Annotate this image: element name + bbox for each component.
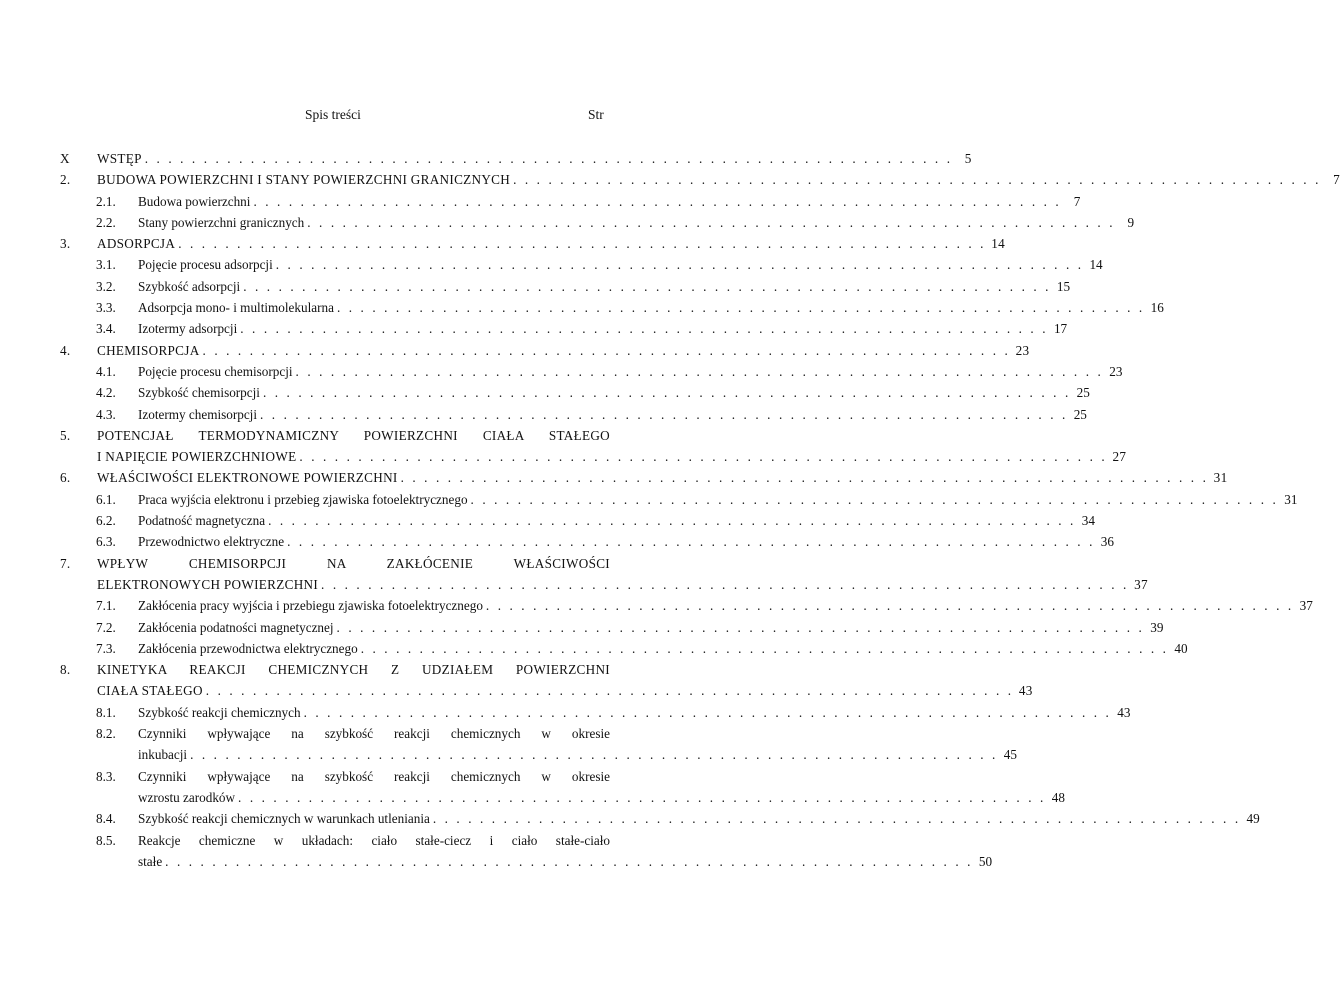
entry-title: Izotermy chemisorpcji <box>138 406 258 422</box>
entry-page-number: 49 <box>1246 811 1260 827</box>
toc-chapter <box>60 148 972 169</box>
entry-page-number: 5 <box>964 151 972 166</box>
dot-leader: . . . . . . . . . . . . . . . . . . . . . . . . . . . . . . . . . . . . . . . . . . . . . . . . . . . . . . . . . . . . . . . . . . . . . <box>400 470 1209 486</box>
entry-page-number: 43 <box>1018 683 1033 699</box>
toc-section <box>60 766 1065 809</box>
entry-number: 2.2. <box>96 214 116 230</box>
entry-number: 4. <box>60 342 71 358</box>
entry-number: 8.3. <box>96 768 116 784</box>
toc-section <box>60 830 993 873</box>
entry-page-number: 14 <box>1089 257 1103 273</box>
entry-title: WŁAŚCIWOŚCI ELEKTRONOWE POWIERZCHNI <box>97 470 398 486</box>
dot-leader: . . . . . . . . . . . . . . . . . . . . . . . . . . . . . . . . . . . . . . . . . . . . . . . . . . . . . . . . . . . . . . . . . . . . . <box>268 513 1076 529</box>
dot-leader: . . . . . . . . . . . . . . . . . . . . . . . . . . . . . . . . . . . . . . . . . . . . . . . . . . . . . . . . . . . . . . . . . . . . . <box>299 449 1108 465</box>
toc-section <box>60 297 1164 318</box>
toc-section <box>60 489 1298 510</box>
entry-title: Praca wyjścia elektronu i przebieg zjawiska fotoelektrycznego <box>138 491 468 507</box>
entry-number: 7.2. <box>96 619 116 635</box>
entry-number: 8.1. <box>96 704 116 720</box>
toc-section <box>60 254 1103 275</box>
entry-page-number: 15 <box>1056 278 1071 294</box>
entry-number: 3.2. <box>96 278 116 294</box>
entry-page-number: 39 <box>1150 619 1164 635</box>
entry-page-number: 7 <box>1333 172 1340 188</box>
dot-leader: . . . . . . . . . . . . . . . . . . . . . . . . . . . . . . . . . . . . . . . . . . . . . . . . . . . . . . . . . . . . . . . . . . . . . <box>202 342 1011 358</box>
entry-title: Podatność magnetyczna <box>138 513 266 529</box>
toc-chapter <box>60 467 1228 488</box>
dot-leader: . . . . . . . . . . . . . . . . . . . . . . . . . . . . . . . . . . . . . . . . . . . . . . . . . . . . . . . . . . . . . . . . . . . . . <box>262 385 1071 401</box>
entry-title: ELEKTRONOWYCH POWIERZCHNI <box>97 576 319 592</box>
entry-title: CHEMISORPCJA <box>97 342 200 358</box>
entry-number: 6.2. <box>96 513 116 529</box>
toc-section <box>60 276 1071 297</box>
dot-leader: . . . . . . . . . . . . . . . . . . . . . . . . . . . . . . . . . . . . . . . . . . . . . . . . . . . . . . . . . . . . . . . . . . . . . <box>240 321 1049 337</box>
entry-page-number: 25 <box>1076 385 1090 401</box>
toc-chapter <box>60 553 1148 596</box>
entry-number: 4.2. <box>96 385 116 401</box>
entry-number: 3.1. <box>96 257 116 273</box>
entry-page-number: 40 <box>1174 640 1188 656</box>
entry-number: 3. <box>60 236 71 252</box>
entry-title: Budowa powierzchni <box>138 193 251 209</box>
toc-section <box>60 638 1188 659</box>
dot-leader: . . . . . . . . . . . . . . . . . . . . . . . . . . . . . . . . . . . . . . . . . . . . . . . . . . . . . . . . . . . . . . . . . . . . . <box>165 853 974 869</box>
entry-number: 7.3. <box>96 640 116 656</box>
entry-title: Zakłócenia podatności magnetycznej <box>138 619 334 635</box>
entry-number: 8.5. <box>96 832 116 848</box>
entry-number: 2. <box>60 172 71 188</box>
toc-section <box>60 510 1095 531</box>
entry-page-number: 31 <box>1284 491 1298 507</box>
entry-number: 3.4. <box>96 321 116 337</box>
entry-title-line1: POTENCJAŁ TERMODYNAMICZNY POWIERZCHNI CIAŁA STAŁEGO <box>97 427 610 443</box>
dot-leader: . . . . . . . . . . . . . . . . . . . . . . . . . . . . . . . . . . . . . . . . . . . . . . . . . . . . . . . . . . . . . . . . . . . . . <box>470 491 1279 507</box>
entry-page-number: 43 <box>1117 704 1131 720</box>
entry-page-number: 27 <box>1112 449 1127 465</box>
toc-section <box>60 191 1081 212</box>
dot-leader: . . . . . . . . . . . . . . . . . . . . . . . . . . . . . . . . . . . . . . . . . . . . . . . . . . . . . . . . . . . . . . . . . . . . . <box>205 683 1014 699</box>
dot-leader: . . . . . . . . . . . . . . . . . . . . . . . . . . . . . . . . . . . . . . . . . . . . . . . . . . . . . . . . . . . . . . . . . . . . . <box>485 598 1294 614</box>
entry-page-number: 23 <box>1109 363 1123 379</box>
entry-page-number: 37 <box>1299 598 1313 614</box>
entry-title: Pojęcie procesu chemisorpcji <box>138 363 293 379</box>
toc-chapter <box>60 340 1030 361</box>
toc-section <box>60 404 1087 425</box>
entry-page-number: 45 <box>1003 747 1017 763</box>
dot-leader: . . . . . . . . . . . . . . . . . . . . . . . . . . . . . . . . . . . . . . . . . . . . . . . . . . . . . . . . . . . . . . . . . . . . . <box>238 789 1046 805</box>
page-header <box>0 107 690 127</box>
dot-leader: . . . . . . . . . . . . . . . . . . . . . . . . . . . . . . . . . . . . . . . . . . . . . . . . . . . . . . . . . . . . . . . . . . . . . <box>321 576 1129 592</box>
dot-leader: . . . . . . . . . . . . . . . . . . . . . . . . . . . . . . . . . . . . . . . . . . . . . . . . . . . . . . . . . . . . . . . . . . . . . <box>287 534 1095 550</box>
entry-title: stałe <box>138 853 163 869</box>
dot-leader: . . . . . . . . . . . . . . . . . . . . . . . . . . . . . . . . . . . . . . . . . . . . . . . . . . . . . . . . . . . . . . . . . . . . . <box>295 363 1104 379</box>
entry-number: 8.2. <box>96 726 116 742</box>
entry-page-number: 17 <box>1053 321 1068 337</box>
entry-title: ADSORPCJA <box>97 236 176 252</box>
entry-page-number: 23 <box>1015 342 1030 358</box>
toc-section <box>60 361 1123 382</box>
toc-section <box>60 382 1090 403</box>
dot-leader: . . . . . . . . . . . . . . . . . . . . . . . . . . . . . . . . . . . . . . . . . . . . . . . . . . . . . . . . . . . . . . . . . . . . . <box>178 236 987 252</box>
entry-title: Izotermy adsorpcji <box>138 321 238 337</box>
page-title: Spis treści <box>305 107 361 122</box>
toc-chapter <box>60 659 1033 702</box>
dot-leader: . . . . . . . . . . . . . . . . . . . . . . . . . . . . . . . . . . . . . . . . . . . . . . . . . . . . . . . . . . . . . . . . . . . . . <box>336 300 1145 316</box>
entry-number: 2.1. <box>96 193 116 209</box>
entry-title: inkubacji <box>138 747 188 763</box>
entry-number: 7. <box>60 555 71 571</box>
toc-section <box>60 808 1260 829</box>
entry-title: wzrostu zarodków <box>138 789 236 805</box>
entry-title: Szybkość adsorpcji <box>138 278 241 294</box>
entry-page-number: 25 <box>1073 406 1087 422</box>
dot-leader: . . . . . . . . . . . . . . . . . . . . . . . . . . . . . . . . . . . . . . . . . . . . . . . . . . . . . . . . . . . . . . . . . . . . . <box>307 214 1116 230</box>
table-of-contents <box>60 148 1340 872</box>
entry-number: 6.3. <box>96 534 116 550</box>
entry-page-number: 31 <box>1213 470 1228 486</box>
dot-leader: . . . . . . . . . . . . . . . . . . . . . . . . . . . . . . . . . . . . . . . . . . . . . . . . . . . . . . . . . . . . . . . . . . . . . <box>144 151 953 166</box>
dot-leader: . . . . . . . . . . . . . . . . . . . . . . . . . . . . . . . . . . . . . . . . . . . . . . . . . . . . . . . . . . . . . . . . . . . . . <box>432 811 1241 827</box>
dot-leader: . . . . . . . . . . . . . . . . . . . . . . . . . . . . . . . . . . . . . . . . . . . . . . . . . . . . . . . . . . . . . . . . . . . . . <box>243 278 1052 294</box>
entry-page-number: 14 <box>991 236 1006 252</box>
entry-title: Szybkość reakcji chemicznych <box>138 704 301 720</box>
entry-title: Zakłócenia pracy wyjścia i przebiegu zjawiska fotoelektrycznego <box>138 598 483 614</box>
entry-number: 8. <box>60 662 71 678</box>
toc-section <box>60 318 1068 339</box>
toc-chapter <box>60 425 1127 468</box>
entry-number: 3.3. <box>96 300 116 316</box>
toc-chapter <box>60 233 1006 254</box>
entry-title-line1: WPŁYW CHEMISORPCJI NA ZAKŁÓCENIE WŁAŚCIWOŚCI <box>97 555 610 571</box>
dot-leader: . . . . . . . . . . . . . . . . . . . . . . . . . . . . . . . . . . . . . . . . . . . . . . . . . . . . . . . . . . . . . . . . . . . . . <box>360 640 1169 656</box>
entry-title: Szybkość chemisorpcji <box>138 385 260 401</box>
entry-title: I NAPIĘCIE POWIERZCHNIOWE <box>97 449 297 465</box>
entry-number: 6.1. <box>96 491 116 507</box>
entry-page-number: 34 <box>1081 513 1095 529</box>
entry-page-number: 9 <box>1127 214 1135 230</box>
entry-number: X <box>60 151 70 166</box>
entry-title: Zakłócenia przewodnictwa elektrycznego <box>138 640 358 656</box>
toc-section <box>60 723 1017 766</box>
toc-chapter <box>60 169 1340 190</box>
entry-title: Pojęcie procesu adsorpcji <box>138 257 273 273</box>
toc-section <box>60 617 1164 638</box>
entry-title: CIAŁA STAŁEGO <box>97 683 203 699</box>
entry-title-line1: KINETYKA REAKCJI CHEMICZNYCH Z UDZIAŁEM POWIERZCHNI <box>97 662 610 678</box>
entry-title-line1: Czynniki wpływające na szybkość reakcji chemicznych w okresie <box>138 726 610 742</box>
entry-number: 4.3. <box>96 406 116 422</box>
entry-number: 8.4. <box>96 811 116 827</box>
dot-leader: . . . . . . . . . . . . . . . . . . . . . . . . . . . . . . . . . . . . . . . . . . . . . . . . . . . . . . . . . . . . . . . . . . . . . <box>303 704 1112 720</box>
entry-title: WSTĘP <box>97 151 142 166</box>
entry-page-number: 50 <box>978 853 993 869</box>
entry-title: Adsorpcja mono- i multimolekularna <box>138 300 334 316</box>
toc-section <box>60 531 1114 552</box>
dot-leader: . . . . . . . . . . . . . . . . . . . . . . . . . . . . . . . . . . . . . . . . . . . . . . . . . . . . . . . . . . . . . . . . . . . . . <box>336 619 1145 635</box>
entry-number: 4.1. <box>96 363 116 379</box>
entry-page-number: 16 <box>1150 300 1164 316</box>
entry-title-line1: Reakcje chemiczne w układach: ciało stałe-ciecz i ciało stałe-ciało <box>138 832 610 848</box>
dot-leader: . . . . . . . . . . . . . . . . . . . . . . . . . . . . . . . . . . . . . . . . . . . . . . . . . . . . . . . . . . . . . . . . . . . . . <box>190 747 998 763</box>
toc-section <box>60 595 1313 616</box>
dot-leader: . . . . . . . . . . . . . . . . . . . . . . . . . . . . . . . . . . . . . . . . . . . . . . . . . . . . . . . . . . . . . . . . . . . . . <box>253 193 1062 209</box>
dot-leader: . . . . . . . . . . . . . . . . . . . . . . . . . . . . . . . . . . . . . . . . . . . . . . . . . . . . . . . . . . . . . . . . . . . . . <box>513 172 1321 188</box>
toc-section <box>60 212 1135 233</box>
entry-title: BUDOWA POWIERZCHNI I STANY POWIERZCHNI GRANICZNYCH <box>97 172 511 188</box>
entry-number: 5. <box>60 427 71 443</box>
entry-title: Przewodnictwo elektryczne <box>138 534 285 550</box>
toc-section <box>60 702 1131 723</box>
entry-number: 6. <box>60 470 71 486</box>
entry-number: 7.1. <box>96 598 116 614</box>
entry-page-number: 37 <box>1134 576 1148 592</box>
entry-page-number: 48 <box>1051 789 1065 805</box>
entry-title-line1: Czynniki wpływające na szybkość reakcji chemicznych w okresie <box>138 768 610 784</box>
dot-leader: . . . . . . . . . . . . . . . . . . . . . . . . . . . . . . . . . . . . . . . . . . . . . . . . . . . . . . . . . . . . . . . . . . . . . <box>260 406 1068 422</box>
entry-page-number: 7 <box>1073 193 1081 209</box>
entry-page-number: 36 <box>1100 534 1114 550</box>
dot-leader: . . . . . . . . . . . . . . . . . . . . . . . . . . . . . . . . . . . . . . . . . . . . . . . . . . . . . . . . . . . . . . . . . . . . . <box>275 257 1084 273</box>
page-column-label: Str <box>588 107 604 122</box>
entry-title: Stany powierzchni granicznych <box>138 214 305 230</box>
entry-title: Szybkość reakcji chemicznych w warunkach utleniania <box>138 811 430 827</box>
